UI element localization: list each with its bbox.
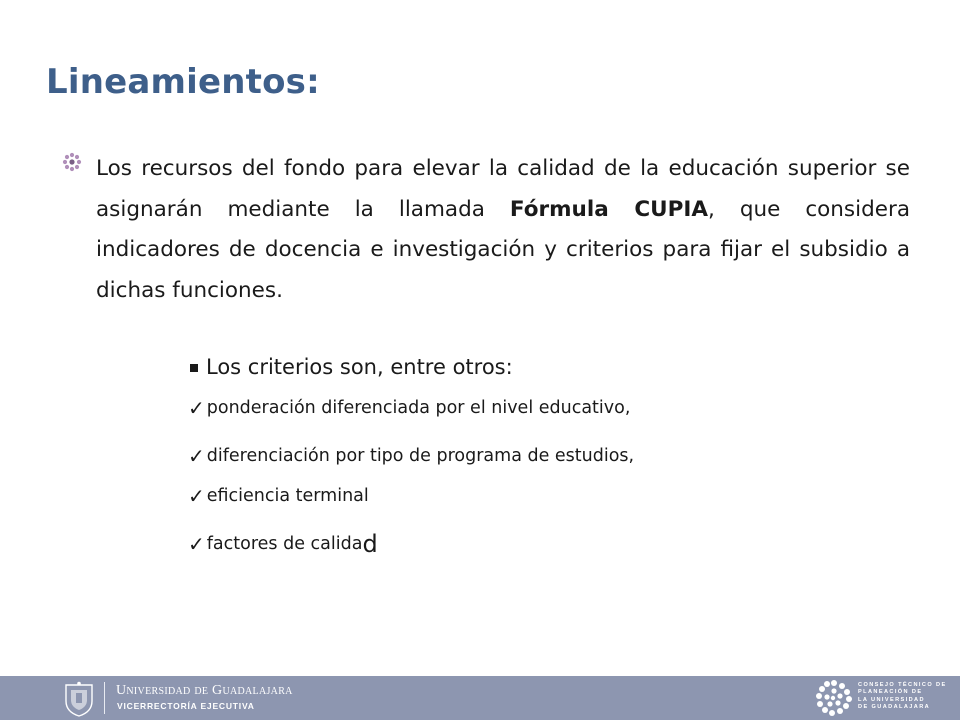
formula-name: Fórmula CUPIA [509, 196, 708, 222]
criteria-item-text: factores de calida [206, 534, 363, 554]
paragraph-text-start: Los recursos del fondo para elevar la calidad de la educación superior se asignarán mediante la llamada [96, 156, 910, 222]
vicerrectoria-label: VICERRECTORÍA EJECUTIVA [117, 701, 255, 711]
criteria-heading-text: Los criterios son, entre otros: [206, 355, 513, 379]
footer-bar [0, 676, 960, 720]
square-bullet-icon [190, 364, 198, 372]
paragraph-text-end: , que considera indicadores de docencia e investigación y criterios para fijar el subsidio a dichas funciones. [96, 196, 910, 303]
consejo-line: DE GUADALAJARA [858, 704, 931, 711]
consejo-text [858, 682, 958, 712]
consejo-dots-logo-icon [815, 679, 853, 717]
checkmark-icon: ✓ [188, 484, 205, 508]
criteria-heading [190, 355, 513, 379]
criteria-item-suffix: d [362, 530, 378, 558]
criteria-item-text: ponderación diferenciada por el nivel educativo, [206, 398, 631, 418]
main-paragraph [96, 149, 910, 311]
checkmark-icon: ✓ [188, 532, 205, 556]
consejo-line: PLANEACIÓN DE [858, 689, 923, 696]
criteria-item [188, 486, 369, 506]
university-name: Universidad de Guadalajara [116, 683, 293, 698]
checkmark-icon: ✓ [188, 444, 205, 468]
slide-title: Lineamientos: [46, 62, 320, 102]
criteria-item [188, 446, 634, 466]
checkmark-icon: ✓ [188, 396, 205, 420]
university-seal-icon [62, 681, 96, 717]
criteria-item-text: diferenciación por tipo de programa de estudios, [206, 446, 635, 466]
criteria-item [188, 398, 630, 418]
consejo-line: LA UNIVERSIDAD [858, 696, 925, 703]
criteria-item [188, 530, 378, 558]
criteria-item-text: eficiencia terminal [206, 486, 369, 506]
footer-divider [104, 682, 105, 714]
consejo-line: CONSEJO TÉCNICO DE [858, 682, 947, 688]
flower-bullet-icon [62, 152, 82, 172]
